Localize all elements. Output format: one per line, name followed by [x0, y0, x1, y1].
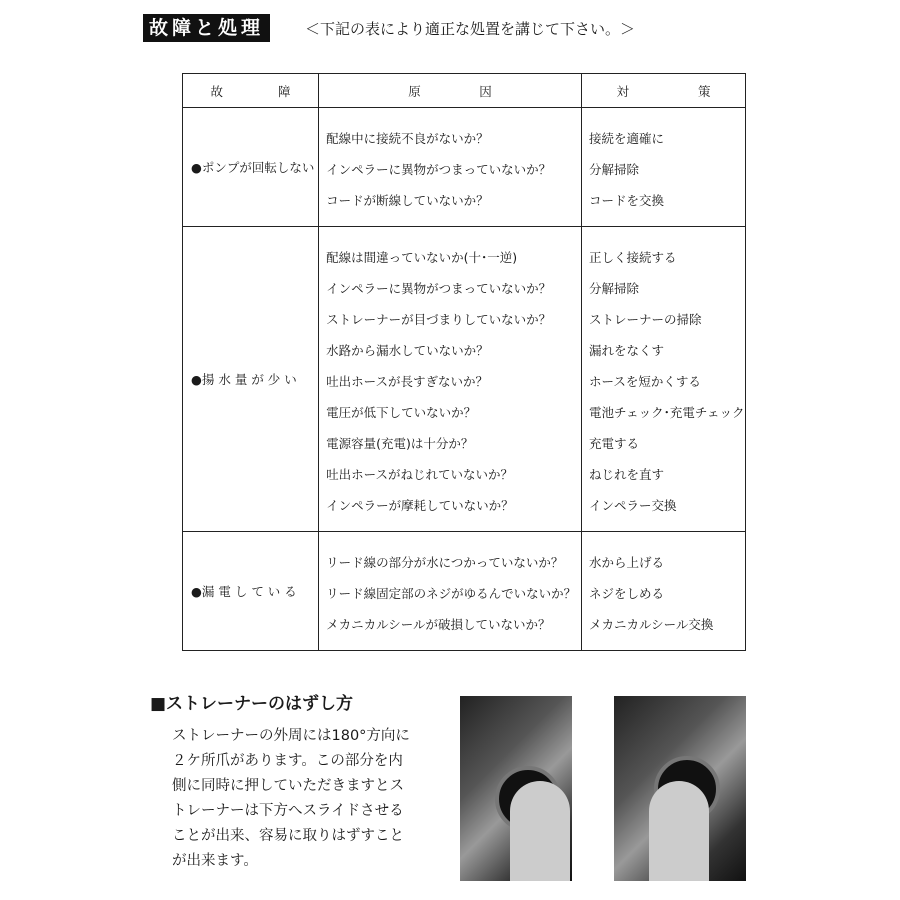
- strainer-instructions: [172, 724, 422, 874]
- remedy-cell: [581, 532, 745, 651]
- remedy-item: 正しく接続する: [588, 250, 677, 265]
- hand-shape: [510, 781, 570, 881]
- instruction-line: ストレーナーの外周には180°方向に: [172, 728, 410, 744]
- cause-cell: [319, 227, 582, 532]
- strainer-removal-photo-1: [460, 696, 572, 881]
- header-text: 策: [697, 83, 711, 99]
- remedy-item: インペラー交換: [588, 498, 677, 513]
- instruction-line: が出来ます。: [172, 853, 258, 869]
- remedy-item: 漏れをなくす: [588, 343, 664, 358]
- cause-item: ストレーナーが目づまりしていないか？: [326, 312, 552, 327]
- cause-item: リード線固定部のネジがゆるんでいないか？: [326, 586, 577, 601]
- remedy-item: 充電する: [588, 436, 639, 451]
- fault-cell: ●ポンプが回転しない: [183, 108, 319, 227]
- cause-item: メカニカルシールが破損していないか？: [326, 617, 551, 632]
- cause-item: コードが断線していないか？: [326, 193, 489, 208]
- strainer-section-title: ■ストレーナーのはずし方: [150, 694, 354, 714]
- header-text: 因: [479, 83, 492, 99]
- page-title: 故障と処理: [143, 14, 270, 42]
- cause-item: 配線中に接続不良がないか？: [326, 131, 489, 146]
- header-remedy: [581, 74, 745, 108]
- remedy-item: 水から上げる: [588, 555, 664, 570]
- remedy-item: 分解掃除: [588, 281, 639, 296]
- cause-cell: [319, 108, 582, 227]
- remedy-item: 電池チェック･充電チェック: [588, 405, 745, 420]
- table-row: [183, 108, 746, 227]
- remedy-item: メカニカルシール交換: [588, 617, 714, 632]
- remedy-item: ねじれを直す: [588, 467, 664, 482]
- cause-item: インペラーが摩耗していないか？: [326, 498, 514, 513]
- header-cause: [319, 74, 582, 108]
- cause-item: 電圧が低下していないか？: [326, 405, 477, 420]
- strainer-removal-photo-2: [614, 696, 746, 881]
- table-row: [183, 532, 746, 651]
- troubleshooting-table: [182, 73, 746, 651]
- cause-item: 電源容量(充電)は十分か？: [326, 436, 474, 451]
- instruction-line: 側に同時に押していただきますとス: [172, 778, 404, 794]
- cause-item: 水路から漏水していないか？: [326, 343, 489, 358]
- remedy-item: ストレーナーの掃除: [588, 312, 702, 327]
- cause-cell: [319, 532, 582, 651]
- header-text: 故: [210, 83, 224, 99]
- table-row: [183, 227, 746, 532]
- header-text: 原: [408, 83, 421, 99]
- instruction-line: ２ケ所爪があります。この部分を内: [172, 753, 403, 769]
- cause-item: リード線の部分が水につかっていないか？: [326, 555, 564, 570]
- cause-item: インペラーに異物がつまっていないか？: [326, 281, 552, 296]
- cause-item: インペラーに異物がつまっていないか？: [326, 162, 552, 177]
- instruction-line: トレーナーは下方へスライドさせる: [172, 803, 404, 819]
- remedy-item: 接続を適確に: [588, 131, 664, 146]
- page-subtitle: ＜下記の表により適正な処置を講じて下さい。＞: [305, 20, 636, 38]
- header-text: 障: [278, 83, 291, 99]
- remedy-item: コードを交換: [588, 193, 664, 208]
- table-header-row: [183, 74, 746, 108]
- instruction-line: ことが出来、容易に取りはずすこと: [172, 828, 404, 844]
- fault-cell: ●漏 電 し て い る: [183, 532, 319, 651]
- remedy-item: ネジをしめる: [588, 586, 664, 601]
- cause-item: 配線は間違っていないか(十･一逆): [326, 250, 518, 265]
- header-text: 対: [616, 83, 629, 99]
- fault-cell: ●揚 水 量 が 少 い: [183, 227, 319, 532]
- remedy-item: ホースを短かくする: [588, 374, 701, 389]
- hand-shape: [649, 781, 709, 881]
- cause-item: 吐出ホースが長すぎないか？: [326, 374, 488, 389]
- remedy-cell: [581, 227, 745, 532]
- remedy-item: 分解掃除: [588, 162, 639, 177]
- header-fault: [183, 74, 319, 108]
- remedy-cell: [581, 108, 745, 227]
- cause-item: 吐出ホースがねじれていないか？: [326, 467, 513, 482]
